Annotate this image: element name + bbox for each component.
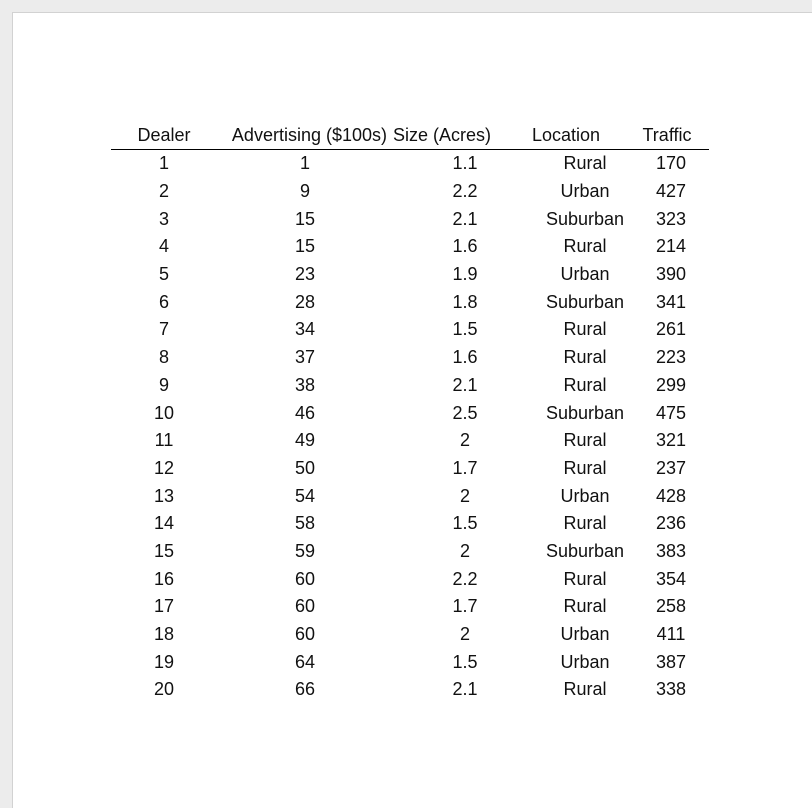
table-row [111,621,709,649]
size-cell: 2.2 [452,568,478,589]
traffic-cell: 338 [655,679,687,700]
table-row [111,233,709,261]
size-cell: 1.5 [452,319,478,340]
advertising-cell: 9 [299,181,310,202]
advertising-cell: 37 [294,347,316,368]
table-row [111,178,709,206]
traffic-cell: 387 [655,651,687,672]
traffic-cell: 237 [655,457,687,478]
advertising-cell: 60 [294,596,316,617]
size-cell: 2 [459,430,470,451]
advertising-cell: 15 [294,208,316,229]
table-row [111,593,709,621]
location-cell: Rural [563,236,607,257]
advertising-cell: 38 [294,374,316,395]
header-advertising: Advertising ($100s) [231,125,387,145]
table-row [111,676,709,704]
size-cell: 1.6 [452,236,478,257]
table-row [111,538,709,566]
dealer-cell: 1 [158,153,169,174]
dealer-cell: 3 [158,208,169,229]
dealer-cell: 18 [153,624,175,645]
location-cell: Rural [563,513,607,534]
table-row [111,482,709,510]
size-cell: 2.1 [452,679,478,700]
advertising-cell: 64 [294,651,316,672]
size-cell: 2.2 [452,181,478,202]
advertising-cell: 54 [294,485,316,506]
location-cell: Rural [563,679,607,700]
location-cell: Urban [560,264,610,285]
dealer-cell: 13 [153,485,175,506]
table-row [111,150,709,178]
size-cell: 1.5 [452,513,478,534]
location-cell: Urban [560,485,610,506]
size-cell: 2.5 [452,402,478,423]
header-traffic: Traffic [642,125,692,145]
size-cell: 1.1 [452,153,478,174]
advertising-cell: 66 [294,679,316,700]
dealer-cell: 5 [158,264,169,285]
traffic-cell: 261 [655,319,687,340]
traffic-cell: 383 [655,540,687,561]
table-body [111,150,709,704]
traffic-cell: 170 [655,153,687,174]
dealer-cell: 14 [153,513,175,534]
advertising-cell: 34 [294,319,316,340]
table-row [111,565,709,593]
location-cell: Rural [563,457,607,478]
location-cell: Suburban [545,540,625,561]
location-cell: Urban [560,624,610,645]
size-cell: 1.9 [452,264,478,285]
location-cell: Rural [563,374,607,395]
location-cell: Rural [563,319,607,340]
traffic-cell: 427 [655,181,687,202]
advertising-cell: 60 [294,568,316,589]
size-cell: 1.5 [452,651,478,672]
dealer-cell: 20 [153,679,175,700]
advertising-cell: 49 [294,430,316,451]
location-cell: Suburban [545,208,625,229]
advertising-cell: 23 [294,264,316,285]
size-cell: 2.1 [452,208,478,229]
dealer-cell: 12 [153,457,175,478]
size-cell: 1.7 [452,596,478,617]
advertising-cell: 1 [299,153,310,174]
location-cell: Urban [560,181,610,202]
table-row [111,455,709,483]
advertising-cell: 59 [294,540,316,561]
size-cell: 2.1 [452,374,478,395]
dealer-cell: 9 [158,374,169,395]
traffic-cell: 428 [655,485,687,506]
traffic-cell: 258 [655,596,687,617]
dealer-cell: 10 [153,402,175,423]
location-cell: Suburban [545,402,625,423]
dealer-cell: 8 [158,347,169,368]
advertising-cell: 50 [294,457,316,478]
traffic-cell: 411 [656,624,686,645]
table-row [111,648,709,676]
dealer-cell: 11 [154,430,174,451]
traffic-cell: 214 [655,236,687,257]
dealer-cell: 4 [158,236,169,257]
advertising-cell: 28 [294,291,316,312]
header-dealer: Dealer [137,125,191,145]
table-row [111,205,709,233]
advertising-cell: 58 [294,513,316,534]
size-cell: 2 [459,624,470,645]
table-row [111,399,709,427]
table-row [111,510,709,538]
traffic-cell: 475 [655,402,687,423]
traffic-cell: 354 [655,568,687,589]
location-cell: Rural [563,568,607,589]
dealer-cell: 17 [153,596,175,617]
advertising-cell: 46 [294,402,316,423]
traffic-cell: 390 [655,264,687,285]
size-cell: 1.7 [452,457,478,478]
advertising-cell: 60 [294,624,316,645]
table-row [111,372,709,400]
traffic-cell: 236 [655,513,687,534]
location-cell: Rural [563,430,607,451]
table-row [111,288,709,316]
dealer-cell: 16 [153,568,175,589]
traffic-cell: 341 [655,291,687,312]
traffic-cell: 223 [655,347,687,368]
size-cell: 2 [459,540,470,561]
dealer-cell: 7 [158,319,169,340]
header-size: Size (Acres) [393,125,492,145]
header-location: Location [531,125,601,145]
size-cell: 1.6 [452,347,478,368]
location-cell: Rural [563,596,607,617]
dealer-cell: 19 [153,651,175,672]
table-row [111,261,709,289]
location-cell: Rural [563,153,607,174]
document-page [12,12,812,808]
table-row [111,427,709,455]
location-cell: Suburban [545,291,625,312]
size-cell: 2 [459,485,470,506]
location-cell: Rural [563,347,607,368]
table-row [111,344,709,372]
traffic-cell: 299 [655,374,687,395]
location-cell: Urban [560,651,610,672]
advertising-cell: 15 [294,236,316,257]
traffic-cell: 321 [655,430,687,451]
dealer-cell: 2 [158,181,169,202]
traffic-cell: 323 [655,208,687,229]
dealer-cell: 6 [158,291,169,312]
table-row [111,316,709,344]
size-cell: 1.8 [452,291,478,312]
dealer-cell: 15 [153,540,175,561]
dealer-data-table [111,120,709,704]
table-header-row [111,120,709,150]
